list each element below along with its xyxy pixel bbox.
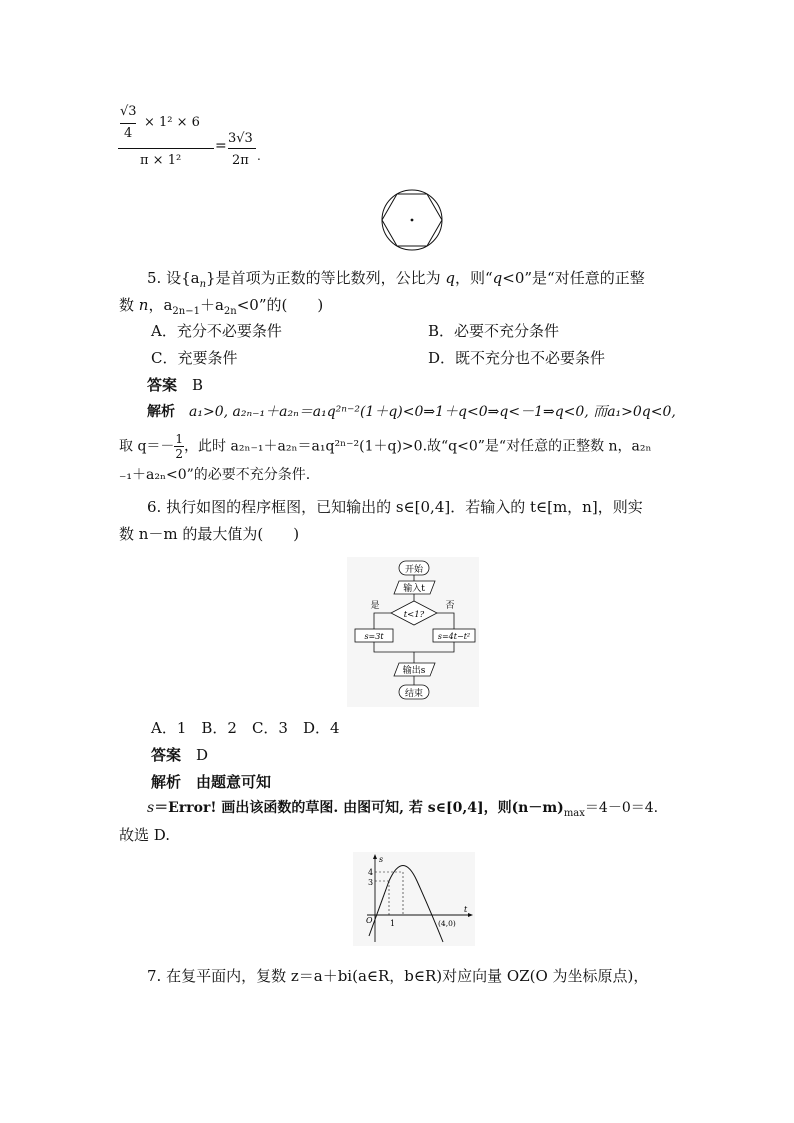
q5-option-c[interactable]: C．充要条件 bbox=[151, 349, 238, 367]
flow-no-label: 否 bbox=[445, 601, 455, 611]
q6-options: A．1 B．2 C．3 D．4 bbox=[151, 719, 340, 737]
flow-yes-label: 是 bbox=[370, 601, 380, 611]
y-axis-label: s bbox=[379, 855, 384, 864]
denominator: π × 1² bbox=[140, 153, 182, 168]
q5-analysis-line1: 解析 a₁>0, a₂ₙ₋₁＋a₂ₙ＝a₁q²ⁿ⁻²(1＋q)<0⇒1＋q<0⇒q<－1⇒q<0, 而a₁>0q<0, bbox=[147, 404, 676, 420]
flow-output-label: 输出s bbox=[402, 666, 426, 676]
answer-label: 答案 bbox=[151, 746, 182, 764]
rhs-denominator: 2π bbox=[232, 153, 249, 168]
analysis-label: 解析 bbox=[147, 404, 175, 420]
equals-sign: = bbox=[215, 138, 227, 154]
point-4-0-label: (4,0) bbox=[438, 919, 456, 928]
sqrt3-numerator: √3 bbox=[120, 104, 137, 119]
q5-line1: 5. 设$\{a_n\}$是首项为正数的等比数列，公比为 q，则“q<0”是“对任意的正整 bbox=[147, 269, 645, 290]
four-denominator: 4 bbox=[124, 126, 133, 141]
program-flowchart bbox=[347, 557, 479, 707]
q5-analysis-line2: 取 q＝－ $\frac{1}{2}$ ，此时 a₂ₙ₋₁＋a₂ₙ＝a₁q²ⁿ⁻²(1＋q)>0.故“q<0”是“对任意的正整数 n，a₂ₙ bbox=[119, 432, 652, 461]
q5-line2: 数 n，$a_{2n-1}+a_{2n}<0$”的( ) bbox=[119, 296, 324, 317]
origin-label: O bbox=[366, 916, 373, 925]
function-sketch-graph bbox=[353, 852, 475, 946]
times-part: × 1² × 6 bbox=[144, 115, 200, 130]
analysis-label: 解析 bbox=[151, 773, 182, 791]
q5-answer: 答案 B bbox=[147, 376, 204, 394]
main-fraction-bar bbox=[118, 148, 214, 149]
q5-option-b[interactable]: B．必要不充分条件 bbox=[428, 322, 560, 340]
hexagon-circle-figure bbox=[380, 188, 444, 252]
y-tick-3: 3 bbox=[368, 878, 374, 887]
rhs-numerator: 3√3 bbox=[228, 131, 253, 146]
q6-choose: 故选 D. bbox=[119, 826, 171, 844]
flow-right-box-label: s=4t−t² bbox=[437, 632, 471, 641]
q6-analysis: 解析 由题意可知 bbox=[151, 773, 272, 791]
x-tick-1: 1 bbox=[390, 919, 396, 928]
flow-left-box-label: s=3t bbox=[364, 632, 384, 641]
q5-option-a[interactable]: A．充分不必要条件 bbox=[151, 322, 282, 340]
flow-decision-label: t<1? bbox=[403, 610, 425, 620]
answer-label: 答案 bbox=[147, 376, 178, 394]
flow-input-label: 输入t bbox=[403, 584, 425, 594]
flow-end-label: 结束 bbox=[404, 689, 424, 699]
y-tick-4: 4 bbox=[368, 868, 374, 877]
q5-analysis-line3: ₋₁＋a₂ₙ<0”的必要不充分条件. bbox=[119, 467, 311, 483]
top-formula: √3 4 × 1² × 6 π × 1² = 3√3 2π . bbox=[120, 104, 261, 168]
q6-answer: 答案 D bbox=[151, 746, 209, 764]
q6-function-line: s＝Error! 画出该函数的草图. 由图可知, 若 s∈[0,4]，则$(n-m)_{max}=4-0=4$. bbox=[147, 800, 659, 819]
x-axis-label: t bbox=[464, 905, 468, 914]
q7-line1: 7. 在复平面内，复数 z＝a＋bi(a∈R，b∈R)对应向量 OZ(O 为坐标原点)， bbox=[147, 967, 649, 985]
q5-option-d[interactable]: D．既不充分也不必要条件 bbox=[428, 349, 606, 367]
q6-line2: 数 n－m 的最大值为( ) bbox=[119, 525, 300, 543]
flow-start-label: 开始 bbox=[404, 565, 424, 575]
q6-line1: 6. 执行如图的程序框图，已知输出的 s∈[0,4]．若输入的 t∈[m，n]，则实 bbox=[147, 498, 643, 516]
